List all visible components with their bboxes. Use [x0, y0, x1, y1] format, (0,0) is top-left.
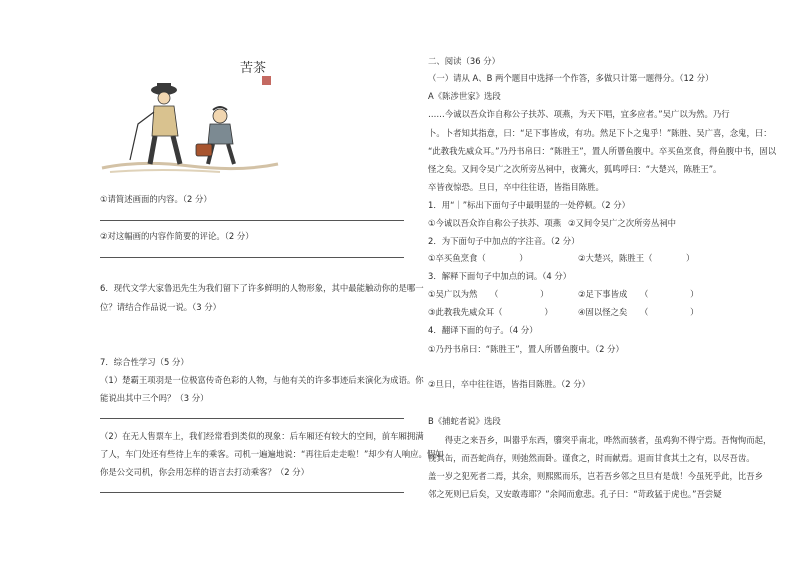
- passage-a-line: “此教我先威众耳。”乃丹书帛曰：“陈胜王”，置人所罾鱼腹中。卒买鱼烹食，得鱼腹中书，固以: [428, 146, 777, 156]
- question-3-d: ④固以怪之矣 （ ）: [578, 307, 699, 317]
- passage-a-line: 卜。卜者知其指意，曰：“足下事皆成，有功。然足下卜之鬼乎！”陈胜、吴广喜，念鬼，曰：: [428, 128, 772, 138]
- question-3: 3．解释下面句子中加点的词。（4 分）: [428, 271, 572, 281]
- question-3-b: ②足下事皆成 （ ）: [578, 289, 699, 299]
- passage-a-line: ……今诚以吾众诈自称公子扶苏、项燕，为天下唱，宜多应者。”吴广以为然。乃行: [428, 109, 730, 119]
- question-7-2-line1: （2）在无人售票车上，我们经常看到类似的现象：后车厢还有较大的空间，前车厢拥满: [100, 431, 424, 441]
- answer-line[interactable]: [100, 220, 404, 221]
- passage-b-line: 视其缶，而吾蛇尚存，则弛然而卧。谨食之，时而献焉。退而甘食其土之有，以尽吾齿。: [428, 453, 755, 463]
- passage-a-line: 怪之矣。又间令吴广之次所旁丛祠中，夜篝火，狐鸣呼曰：“大楚兴，陈胜王”。: [428, 164, 722, 174]
- answer-line[interactable]: [100, 492, 404, 493]
- question-1-a: ①今诚以吾众诈自称公子扶苏、项燕: [428, 218, 562, 228]
- question-4-a: ①乃丹书帛曰：“陈胜王”，置人所罾鱼腹中。（2 分）: [428, 344, 624, 354]
- answer-line[interactable]: [100, 418, 404, 419]
- cartoon-signature: 苦茶: [240, 61, 267, 76]
- passage-b-line: 邻之死则已后矣，又安敢毒耶？”余闻而愈悲。孔子曰：“苛政猛于虎也。”吾尝疑: [428, 489, 722, 499]
- passage-a-line: 卒皆夜惊恐。旦日，卒中往往语，皆指目陈胜。: [428, 182, 604, 192]
- question-6-line2: 位？请结合作品说一说。（3 分）: [100, 302, 222, 312]
- question-describe: ①请简述画面的内容。（2 分）: [100, 194, 212, 204]
- question-3-a: ①吴广以为然 （ ）: [428, 289, 549, 299]
- question-7-title: 7．综合性学习（5 分）: [100, 357, 189, 367]
- part1-title: （一）请从 A、B 两个题目中选择一个作答，多做只计第一题得分。（12 分）: [428, 73, 714, 83]
- question-7-2-line2: 了人，车门处还有些待上车的乘客。司机一遍遍地说：“再往后走走啦！”却少有人响应。假如: [100, 449, 444, 459]
- question-4-b: ②旦日，卒中往往语，皆指目陈胜。（2 分）: [428, 379, 591, 389]
- question-7-1-line2: 能说出其中三个吗？（3 分）: [100, 393, 209, 403]
- question-4: 4．翻译下面的句子。（4 分）: [428, 325, 538, 335]
- passage-b-line: 得吏之来吾乡，叫嚣乎东西，隳突乎南北，哗然而骇者，虽鸡狗不得宁焉。吾恂恂而起，: [428, 435, 772, 445]
- cartoon-drawing: [100, 60, 280, 176]
- section-title: 二、阅读（36 分）: [428, 56, 500, 66]
- answer-line[interactable]: [100, 257, 404, 258]
- question-7-2-line3: 你是公交司机，你会用怎样的语言去打动乘客？（2 分）: [100, 467, 309, 477]
- question-2: 2．为下面句子中加点的字注音。（2 分）: [428, 236, 580, 246]
- question-2-b: ②大楚兴，陈胜王（ ）: [578, 253, 695, 263]
- cartoon-illustration: [100, 60, 280, 176]
- passage-a-title: A《陈涉世家》选段: [428, 91, 501, 101]
- question-3-c: ③此教我先威众耳（ ）: [428, 307, 553, 317]
- question-2-a: ①卒买鱼烹食（ ）: [428, 253, 528, 263]
- question-1-b: ②又间令吴广之次所旁丛祠中: [568, 218, 677, 228]
- question-7-1-line1: （1）楚霸王项羽是一位极富传奇色彩的人物，与他有关的许多事迹后来演化为成语。你: [100, 375, 424, 385]
- question-6-line1: 6．现代文学大家鲁迅先生为我们留下了许多鲜明的人物形象，其中最能触动你的是哪一: [100, 283, 424, 293]
- question-comment: ②对这幅画的内容作简要的评论。（2 分）: [100, 231, 254, 241]
- question-1: 1．用“｜”标出下面句子中最明显的一处停顿。（2 分）: [428, 200, 631, 210]
- passage-b-title: B《捕蛇者说》选段: [428, 416, 501, 426]
- passage-b-line: 盖一岁之犯死者二焉，其余，则熙熙而乐，岂若吾乡邻之旦旦有是哉！今虽死乎此，比吾乡: [428, 471, 763, 481]
